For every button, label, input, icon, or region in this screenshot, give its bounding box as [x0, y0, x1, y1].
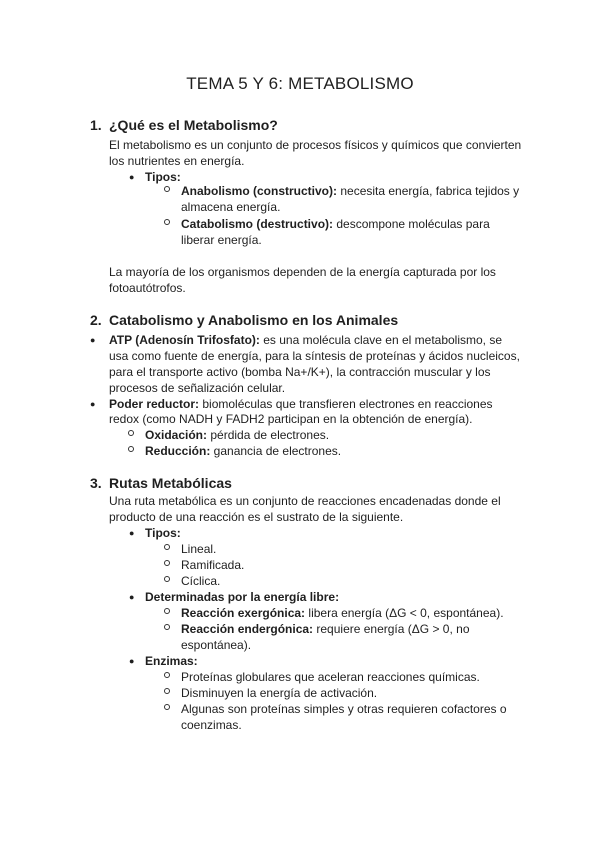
paragraph-line: producto de una reacción es el sustrato de la siguiente. — [109, 510, 404, 524]
circle-bullet-icon — [164, 219, 170, 225]
paragraph-line: fotoautótrofos. — [109, 281, 186, 295]
list-item-continuation: espontánea). — [181, 638, 252, 652]
bullet-icon: ● — [129, 172, 135, 182]
section-title: ¿Qué es el Metabolismo? — [109, 117, 278, 133]
list-item: Cíclica. — [181, 574, 221, 588]
list-item: Reacción exergónica: libera energía (ΔG < 0, espontánea). — [181, 606, 504, 620]
list-item-continuation: liberar energía. — [181, 233, 262, 247]
list-item-continuation: coenzimas. — [181, 718, 242, 732]
list-item: Disminuyen la energía de activación. — [181, 686, 378, 700]
circle-bullet-icon — [164, 688, 170, 694]
list-item-label: Enzimas: — [145, 654, 198, 668]
paragraph-line: La mayoría de los organismos dependen de la energía capturada por los — [109, 265, 496, 279]
list-item-continuation: procesos de señalización celular. — [109, 381, 286, 395]
list-item: Oxidación: pérdida de electrones. — [145, 428, 330, 442]
section-title: Catabolismo y Anabolismo en los Animales — [109, 312, 399, 328]
circle-bullet-icon — [164, 576, 170, 582]
paragraph-line: El metabolismo es un conjunto de procesos físicos y químicos que convierten — [109, 138, 522, 152]
circle-bullet-icon — [164, 608, 170, 614]
bullet-icon: ● — [129, 592, 135, 602]
list-item-continuation: almacena energía. — [181, 200, 281, 214]
circle-bullet-icon — [164, 560, 170, 566]
bullet-icon: ● — [129, 656, 135, 666]
list-item: Poder reductor: biomoléculas que transfieren electrones en reacciones — [109, 397, 493, 411]
section-title: Rutas Metabólicas — [109, 475, 232, 491]
list-item: Algunas son proteínas simples y otras requieren cofactores o — [181, 702, 507, 716]
circle-bullet-icon — [128, 430, 134, 436]
list-item: Catabolismo (destructivo): descompone moléculas para — [181, 217, 490, 231]
section-3-heading — [90, 475, 232, 491]
list-item-label: Determinadas por la energía libre: — [145, 590, 340, 604]
list-item: Reducción: ganancia de electrones. — [145, 444, 342, 458]
circle-bullet-icon — [164, 704, 170, 710]
circle-bullet-icon — [164, 544, 170, 550]
section-number: 3. — [90, 475, 102, 491]
bullet-icon: ● — [90, 335, 96, 345]
document-title: TEMA 5 Y 6: METABOLISMO — [186, 74, 414, 93]
list-item: Reacción endergónica: requiere energía (ΔG > 0, no — [181, 622, 470, 636]
list-item-continuation: para el transporte activo (bomba Na+/K+), la contracción muscular y los — [109, 365, 491, 379]
circle-bullet-icon — [128, 446, 134, 452]
list-item-continuation: usa como fuente de energía, para la síntesis de proteínas y ácidos nucleicos, — [109, 349, 520, 363]
section-2-heading — [90, 312, 398, 328]
circle-bullet-icon — [164, 186, 170, 192]
list-item-label: Tipos: — [145, 526, 181, 540]
paragraph-line: Una ruta metabólica es un conjunto de reacciones encadenadas donde el — [109, 494, 501, 508]
paragraph-line: los nutrientes en energía. — [109, 154, 245, 168]
section-number: 1. — [90, 117, 102, 133]
list-item: Anabolismo (constructivo): necesita energía, fabrica tejidos y — [181, 184, 520, 198]
section-1-heading — [90, 117, 278, 133]
circle-bullet-icon — [164, 624, 170, 630]
list-item: Proteínas globulares que aceleran reacciones químicas. — [181, 670, 480, 684]
bullet-icon: ● — [90, 399, 96, 409]
bullet-icon: ● — [129, 528, 135, 538]
section-number: 2. — [90, 312, 102, 328]
circle-bullet-icon — [164, 672, 170, 678]
list-item: ATP (Adenosín Trifosfato): es una molécula clave en el metabolismo, se — [109, 333, 503, 347]
list-item-continuation: redox (como NADH y FADH2 participan en la obtención de energía). — [109, 412, 473, 426]
list-item: Lineal. — [181, 542, 217, 556]
list-item-label: Tipos: — [145, 170, 181, 184]
list-item: Ramificada. — [181, 558, 245, 572]
